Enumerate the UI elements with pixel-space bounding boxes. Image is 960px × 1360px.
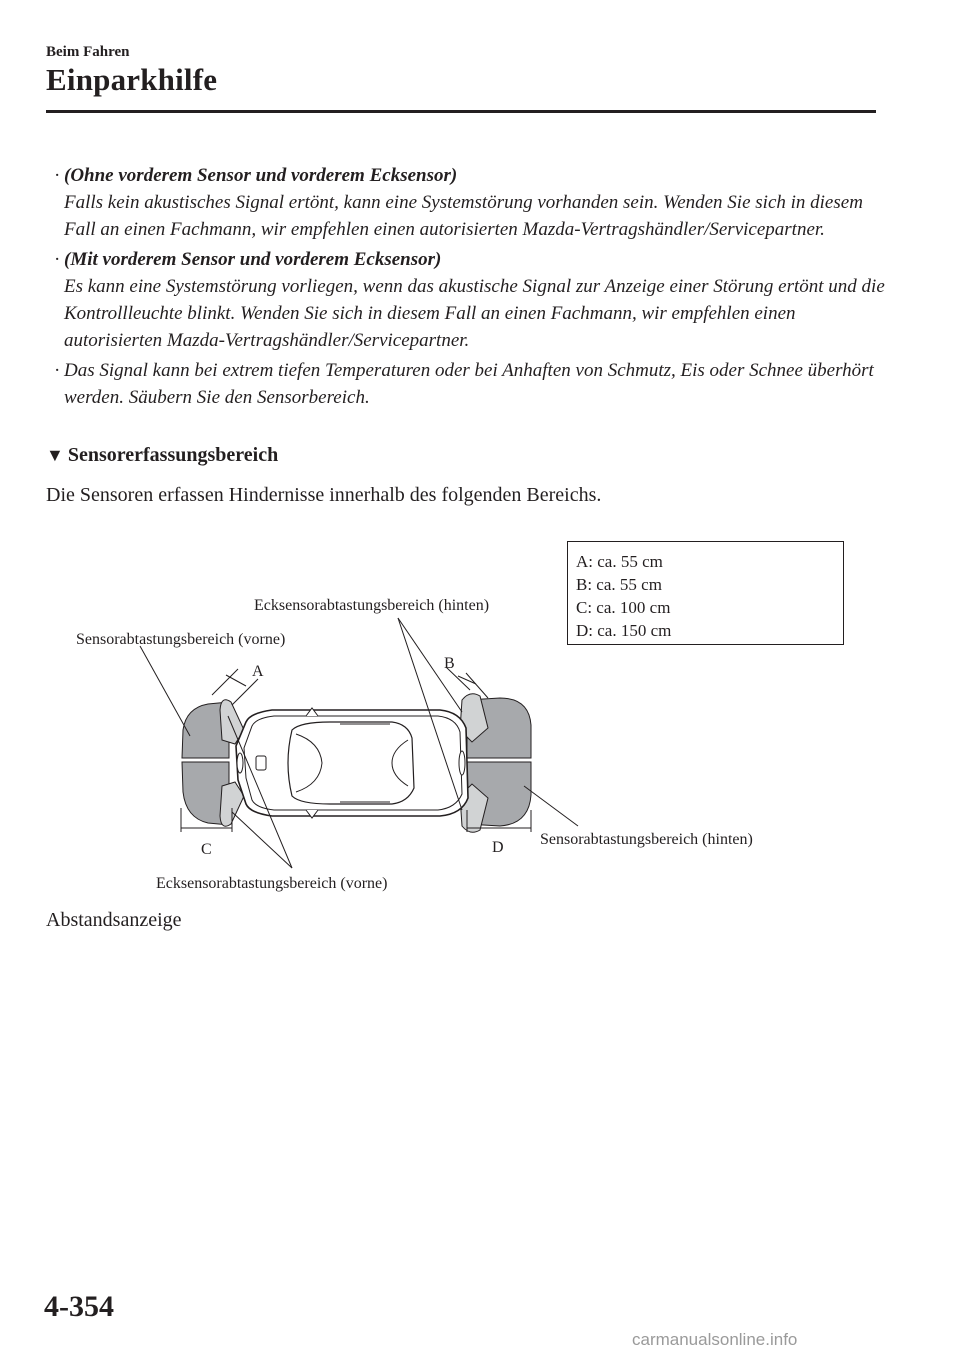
bullet-heading: (Ohne vorderem Sensor und vorderem Ecksensor) [64, 165, 458, 186]
bullet-item [46, 162, 886, 243]
bullet-item [46, 246, 886, 354]
bullet-dot: · [54, 360, 61, 381]
subheading [46, 444, 278, 467]
triangle-down-icon: ▼ [46, 445, 64, 465]
bullet-dot: · [54, 249, 61, 270]
bullet-heading: (Mit vorderem Sensor und vorderem Ecksensor) [64, 249, 442, 270]
caption-abstandsanzeige: Abstandsanzeige [46, 909, 182, 931]
subheading-text: Sensorerfassungsbereich [67, 444, 279, 466]
bullet-text: Es kann eine Systemstörung vorliegen, wenn das akustische Signal zur Anzeige einer Störung ertönt und die Kontrollleuchte blinkt. Wenden Sie sich in diesem Fall an einen Fachmann, wir empfehlen einen autorisierten Mazda-Vertragshändler/Servicepartner. [64, 276, 885, 351]
label-rear-corner: Ecksensorabtastungsbereich (hinten) [254, 597, 490, 614]
letter-d: D [492, 839, 504, 856]
bullet-text: Das Signal kann bei extrem tiefen Temperaturen oder bei Anhaften von Schmutz, Eis oder Schnee überhört werden. Säubern Sie den Sensorbereich. [64, 360, 874, 408]
bullet-dot: · [54, 165, 61, 186]
intro-text: Die Sensoren erfassen Hindernisse innerhalb des folgenden Bereichs. [46, 484, 602, 506]
bullet-item [46, 357, 886, 411]
legend-line-d: D: ca. 150 cm [576, 621, 672, 640]
label-front-corner: Ecksensorabtastungsbereich (vorne) [156, 875, 388, 892]
title-rule [46, 110, 876, 113]
watermark: carmanualsonline.info [632, 1330, 798, 1349]
letter-c: C [201, 841, 212, 858]
dimension-legend [567, 541, 844, 645]
bullet-list [46, 162, 886, 414]
section-label: Beim Fahren [46, 44, 130, 60]
label-front-sensor: Sensorabtastungsbereich (vorne) [76, 631, 286, 648]
label-rear-sensor: Sensorabtastungsbereich (hinten) [540, 831, 753, 848]
letter-a: A [252, 663, 264, 680]
page-title: Einparkhilfe [46, 62, 218, 97]
bullet-text: Falls kein akustisches Signal ertönt, kann eine Systemstörung vorhanden sein. Wenden Sie sich in diesem Fall an einen Fachmann, wir empfehlen einen autorisierten Mazda-Vertragshändler/Servicepartner. [64, 192, 863, 240]
legend-line-a: A: ca. 55 cm [576, 552, 663, 571]
letter-b: B [444, 655, 455, 672]
page-number: 4-354 [44, 1290, 114, 1323]
legend-line-b: B: ca. 55 cm [576, 575, 662, 594]
legend-line-c: C: ca. 100 cm [576, 598, 671, 617]
